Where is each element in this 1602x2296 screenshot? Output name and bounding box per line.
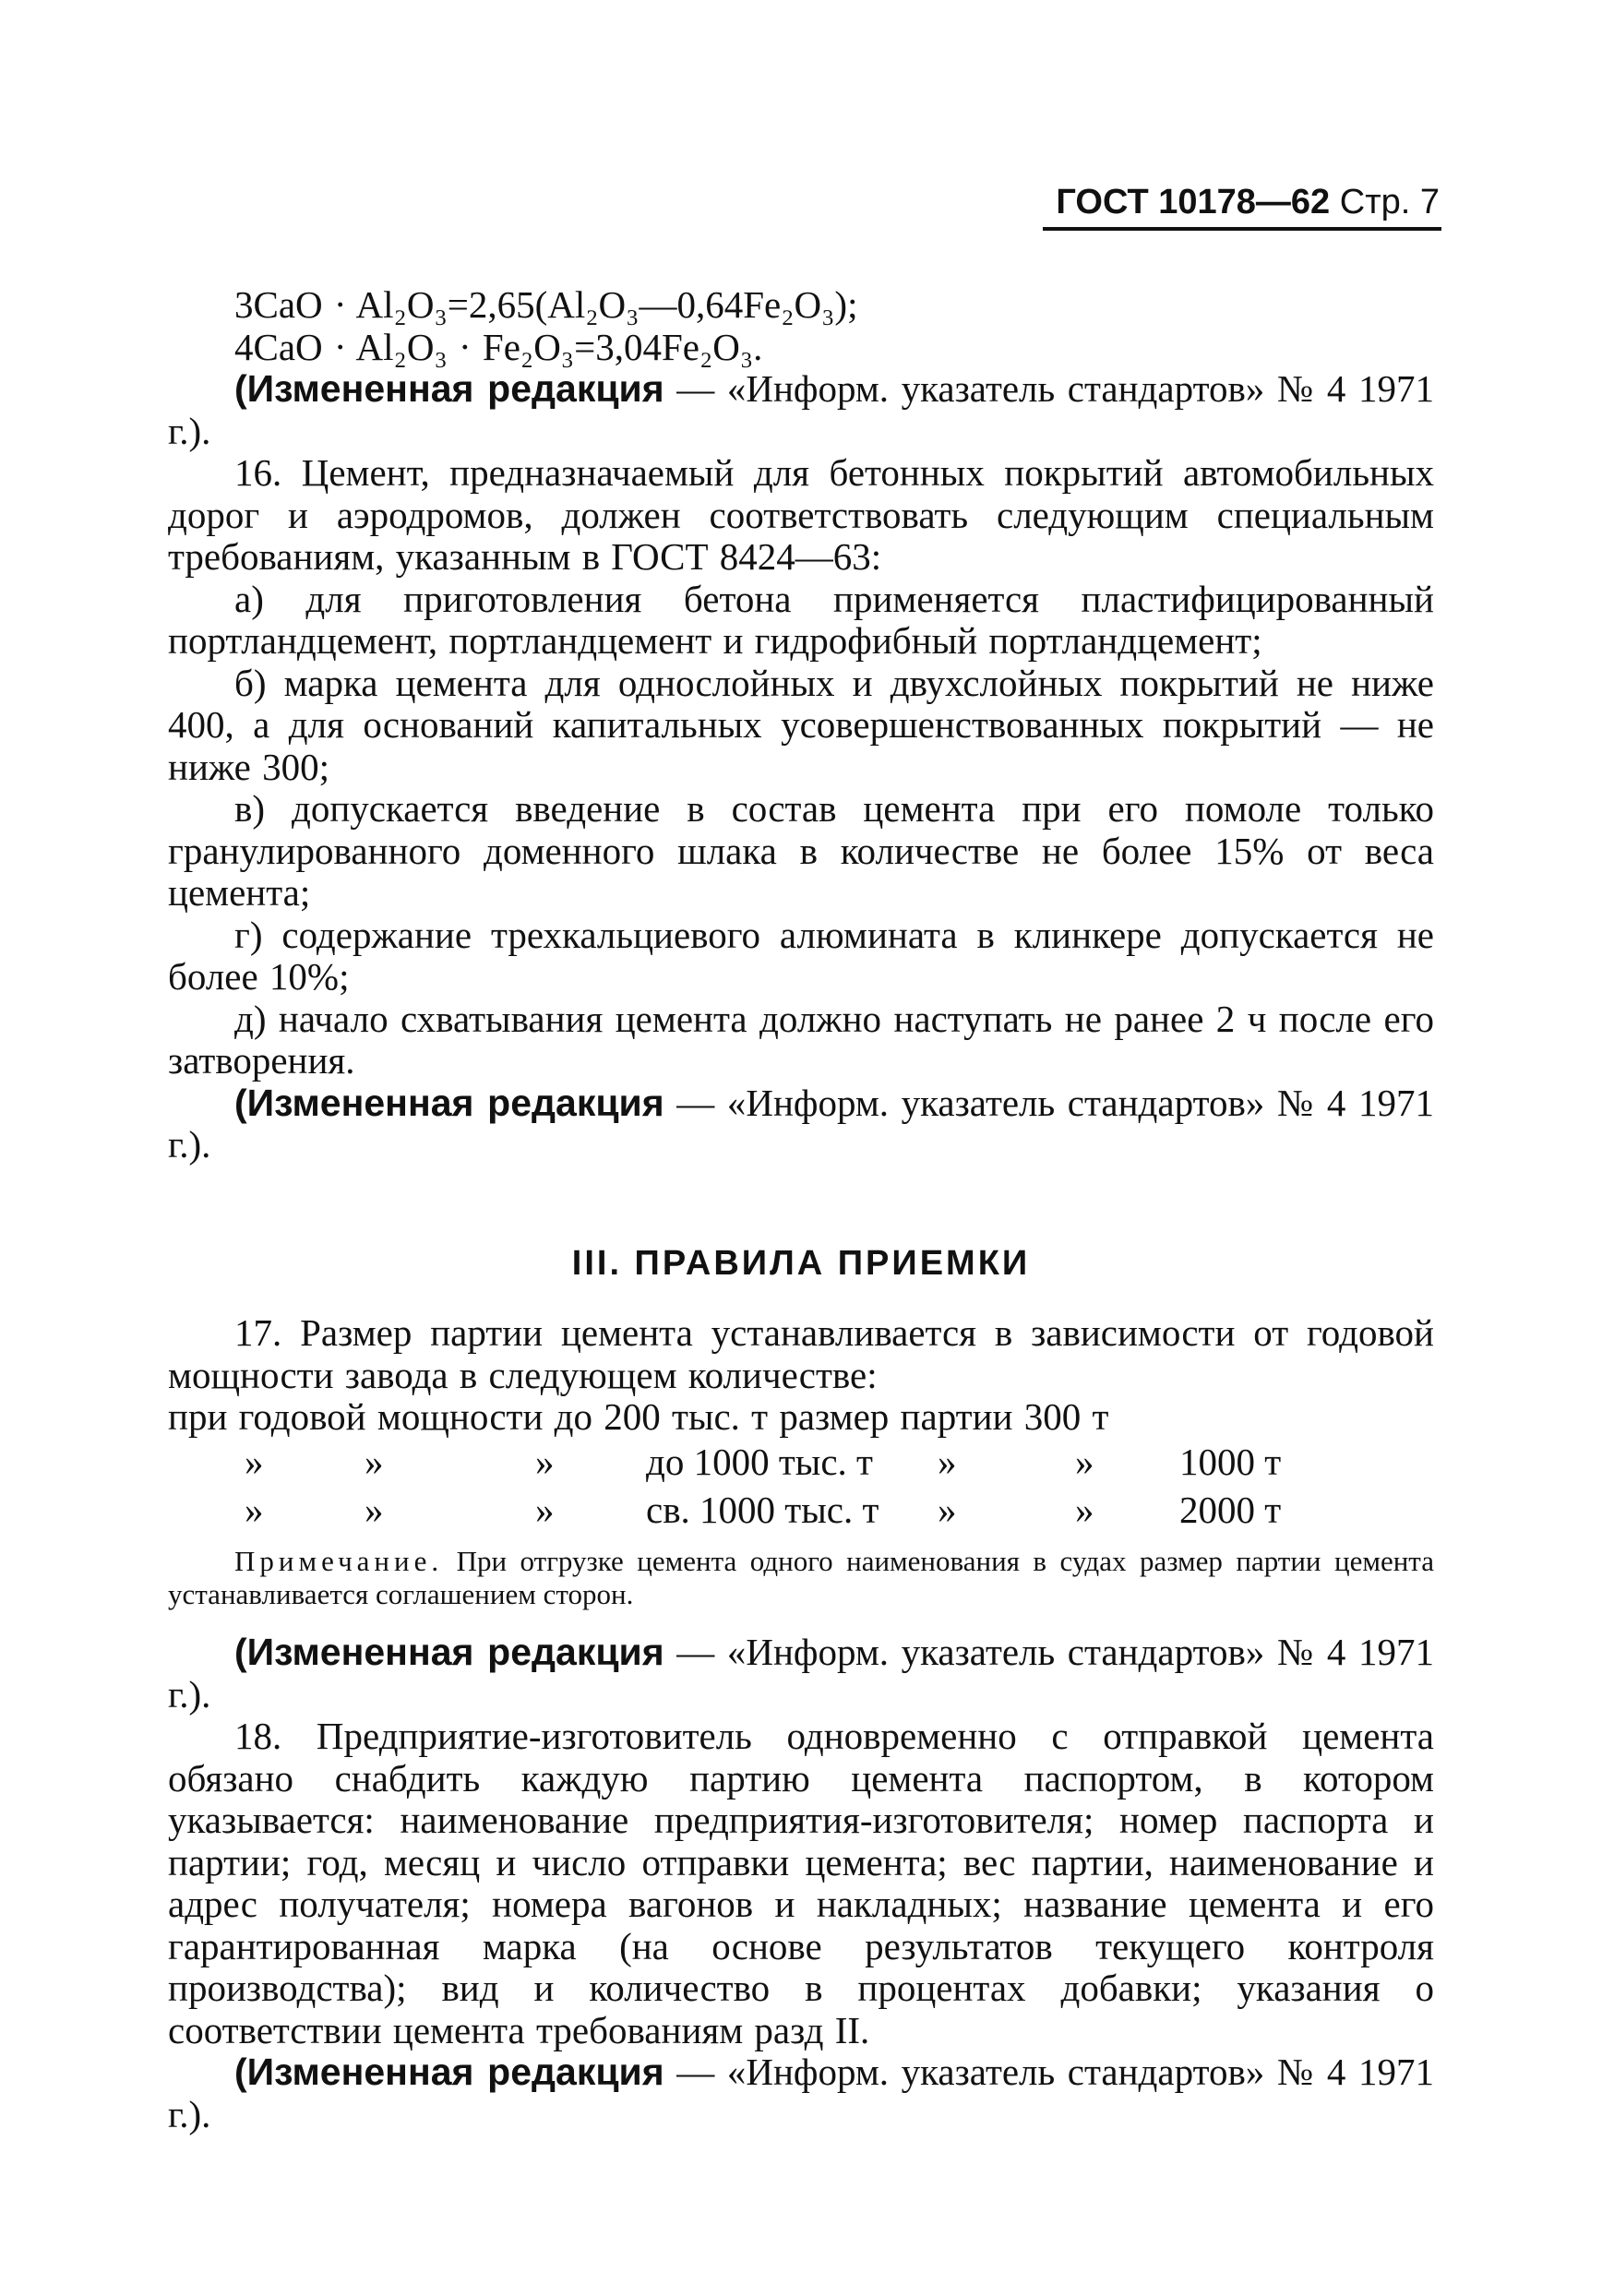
ditto-mark: »: [535, 1489, 555, 1531]
formula-c4af: 4CaO · Al₂O₃ · Fe₂O₃=3,04Fe₂O₃.: [234, 325, 763, 368]
range-cell: до 1000 тыс. т: [646, 1441, 873, 1483]
note-text: При отгрузке цемента одного наименования в судах размер партии цемента устанавливается соглашением сторон.: [168, 1545, 1434, 1610]
clause-16-item-a: а) для приготовления бетона применяется пластифицированный портландцемент, портландцемент и гидрофибный портландцемент;: [168, 577, 1434, 662]
clause-17-block: [168, 1312, 1434, 1439]
ditto-mark: »: [938, 1441, 957, 1483]
ditto-mark: »: [1075, 1489, 1094, 1531]
amendment-source: — «Информ. указатель стандартов» № 4 1971 г.).: [168, 1081, 1434, 1166]
range-cell: св. 1000 тыс. т: [646, 1489, 879, 1531]
ditto-mark: »: [245, 1441, 264, 1483]
clause-17-intro: 17. Размер партии цемента устанавливается в зависимости от годовой мощности завода в следующем количестве:: [168, 1311, 1434, 1396]
amendment-note: [168, 1082, 1434, 1166]
ditto-mark: »: [535, 1441, 555, 1483]
clause-16-item-e: д) начало схватывания цемента должно наступать не ранее 2 ч после его затворения.: [168, 997, 1434, 1082]
table-row: [0, 1440, 1602, 1484]
clause-17-line1: при годовой мощности до 200 тыс. т размер партии 300 т: [168, 1395, 1109, 1438]
ditto-mark: »: [365, 1441, 384, 1483]
note-label: Примечание.: [234, 1545, 444, 1577]
ditto-mark: »: [365, 1489, 384, 1531]
lower-text-block: [168, 1632, 1434, 2135]
section-title: III. ПРАВИЛА ПРИЕМКИ: [571, 1244, 1031, 1283]
clause-16-item-b: б) марка цемента для однослойных и двухслойных покрытий не ниже 400, а для оснований капитальных усовершенствованных покрытий — не ниже 300;: [168, 661, 1434, 788]
header-rule: [1043, 227, 1441, 231]
document-code: ГОСТ 10178—62: [1056, 183, 1331, 221]
clause-16-item-d: г) содержание трехкальциевого алюмината в клинкере допускается не более 10%;: [168, 913, 1434, 998]
amendment-source: — «Информ. указатель стандартов» № 4 1971 г.).: [168, 1631, 1434, 1716]
clause-18-text: 18. Предприятие-изготовитель одновременно с отправкой цемента обязано снабдить каждую партию цемента паспортом, в котором указывается: наименование предприятия-изготовителя; номер паспорта и партии; год, месяц и число отправки цемента; вес партии, наименование и адрес получателя; номера вагонов и накладных; название цемента и его гарантированная марка (на основе результатов текущего контроля производства); вид и количество в процентах добавки; указания о соответствии цемента требованиям разд II.: [168, 1715, 1434, 2051]
page-number: Стр. 7: [1339, 183, 1440, 221]
clause-16-intro: 16. Цемент, предназначаемый для бетонных покрытий автомобильных дорог и аэродромов, должен соответствовать следующим специальным требованиям, указанным в ГОСТ 8424—63:: [168, 451, 1434, 578]
formula-c3a: 3CaO · Al₂O₃=2,65(Al₂O₃—0,64Fe₂O₃);: [234, 283, 858, 326]
amendment-note: [168, 368, 1434, 452]
amendment-source: — «Информ. указатель стандартов» № 4 1971 г.).: [168, 2051, 1434, 2135]
clause-16-item-c: в) допускается введение в состав цемента при его помоле только гранулированного доменного шлака в количестве не более 15% от веса цемента;: [168, 787, 1434, 914]
upper-text-block: [168, 284, 1434, 1166]
ditto-mark: »: [1075, 1441, 1094, 1483]
ditto-mark: »: [245, 1489, 264, 1531]
table-row: [0, 1488, 1602, 1532]
amendment-label: (Измененная редакция: [234, 2051, 664, 2093]
amendment-note: [168, 2051, 1434, 2135]
page-header: [1052, 183, 1440, 222]
size-cell: 2000 т: [1179, 1489, 1282, 1531]
clause-17-note: [168, 1545, 1434, 1611]
amendment-note: [168, 1632, 1434, 1716]
amendment-label: (Измененная редакция: [234, 1631, 664, 1673]
ditto-mark: »: [938, 1489, 957, 1531]
amendment-label: (Измененная редакция: [234, 1081, 664, 1124]
amendment-label: (Измененная редакция: [234, 367, 664, 410]
size-cell: 1000 т: [1179, 1441, 1282, 1483]
amendment-source: — «Информ. указатель стандартов» № 4 1971 г.).: [168, 367, 1434, 452]
